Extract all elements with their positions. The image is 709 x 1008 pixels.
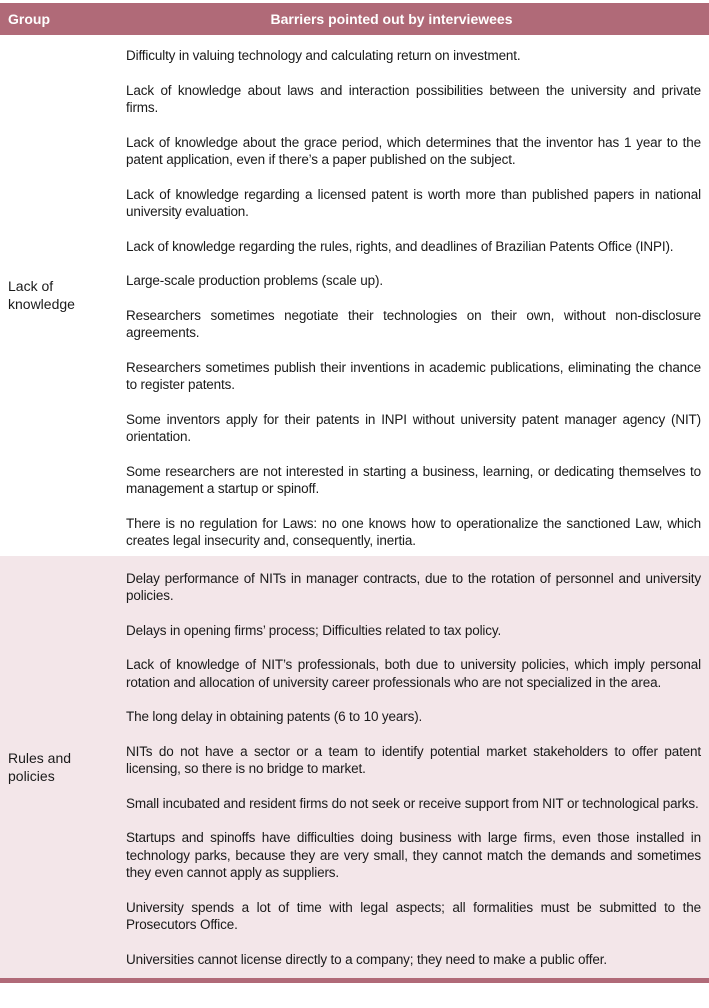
barrier-item: Lack of knowledge regarding a licensed patent is worth more than published papers in national university evaluation.: [126, 186, 701, 219]
group-section-lack-of-knowledge: [0, 35, 709, 556]
barrier-item: Lack of knowledge of NIT’s professionals, both due to university policies, which imply personal rotation and allocation of university career professionals who are not specialized in the area.: [126, 657, 701, 690]
table-row: [0, 35, 709, 556]
header-row: [0, 3, 709, 35]
barrier-item: Delays in opening firms’ process; Difficulties related to tax policy.: [126, 622, 502, 638]
barrier-item: NITs do not have a sector or a team to identify potential market stakeholders to offer patent licensing, so there is no bridge to market.: [126, 743, 701, 776]
barrier-item: Delay performance of NITs in manager contracts, due to the rotation of personnel and university policies.: [126, 570, 701, 603]
barrier-item: Universities cannot license directly to a company; they need to make a public offer.: [126, 951, 607, 967]
bottom-border: [0, 978, 709, 983]
barrier-item: Researchers sometimes negotiate their technologies on their own, without non-disclosure agreements.: [126, 307, 701, 340]
barriers-table: [0, 3, 709, 983]
barrier-item: The long delay in obtaining patents (6 to 10 years).: [126, 709, 423, 724]
barrier-item: Some researchers are not interested in starting a business, learning, or dedicating themselves to management a startup or spinoff.: [126, 463, 701, 496]
barrier-item: There is no regulation for Laws: no one knows how to operationalize the sanctioned Law, which creates legal insecurity and, consequently, inertia.: [126, 515, 701, 548]
header-barriers: Barriers pointed out by interviewees: [114, 3, 709, 35]
barrier-item: Lack of knowledge about laws and interaction possibilities between the university and private firms.: [126, 82, 701, 115]
barrier-item: Startups and spinoffs have difficulties doing business with large firms, even those installed in technology parks, because they are very small, they cannot match the demands and sometimes they even cannot apply as suppliers.: [126, 830, 701, 880]
header-group: Group: [0, 3, 114, 35]
barrier-item: Large-scale production problems (scale up).: [126, 273, 383, 288]
barrier-item: Difficulty in valuing technology and calculating return on investment.: [126, 48, 521, 63]
footer-rule: [0, 978, 709, 983]
barrier-item: Lack of knowledge about the grace period, which determines that the inventor has 1 year to the patent application, even if there’s a paper published on the subject.: [126, 134, 701, 167]
barrier-item: University spends a lot of time with legal aspects; all formalities must be submitted to the Prosecutors Office.: [126, 899, 701, 932]
group-label: Lack of knowledge: [0, 35, 114, 556]
group-label: Rules and policies: [0, 556, 114, 979]
barrier-item: Lack of knowledge regarding the rules, rights, and deadlines of Brazilian Patents Office (INPI).: [126, 238, 674, 254]
barrier-item: Some inventors apply for their patents in INPI without university patent manager agency (NIT) orientation.: [126, 411, 701, 444]
table-row: [0, 556, 709, 979]
group-section-rules-and-policies: [0, 556, 709, 979]
barrier-item: Small incubated and resident firms do not seek or receive support from NIT or technological parks.: [126, 795, 699, 811]
barrier-item: Researchers sometimes publish their inventions in academic publications, eliminating the chance to register patents.: [126, 359, 701, 392]
barrier-list: [114, 35, 709, 556]
barrier-list: [114, 556, 709, 979]
